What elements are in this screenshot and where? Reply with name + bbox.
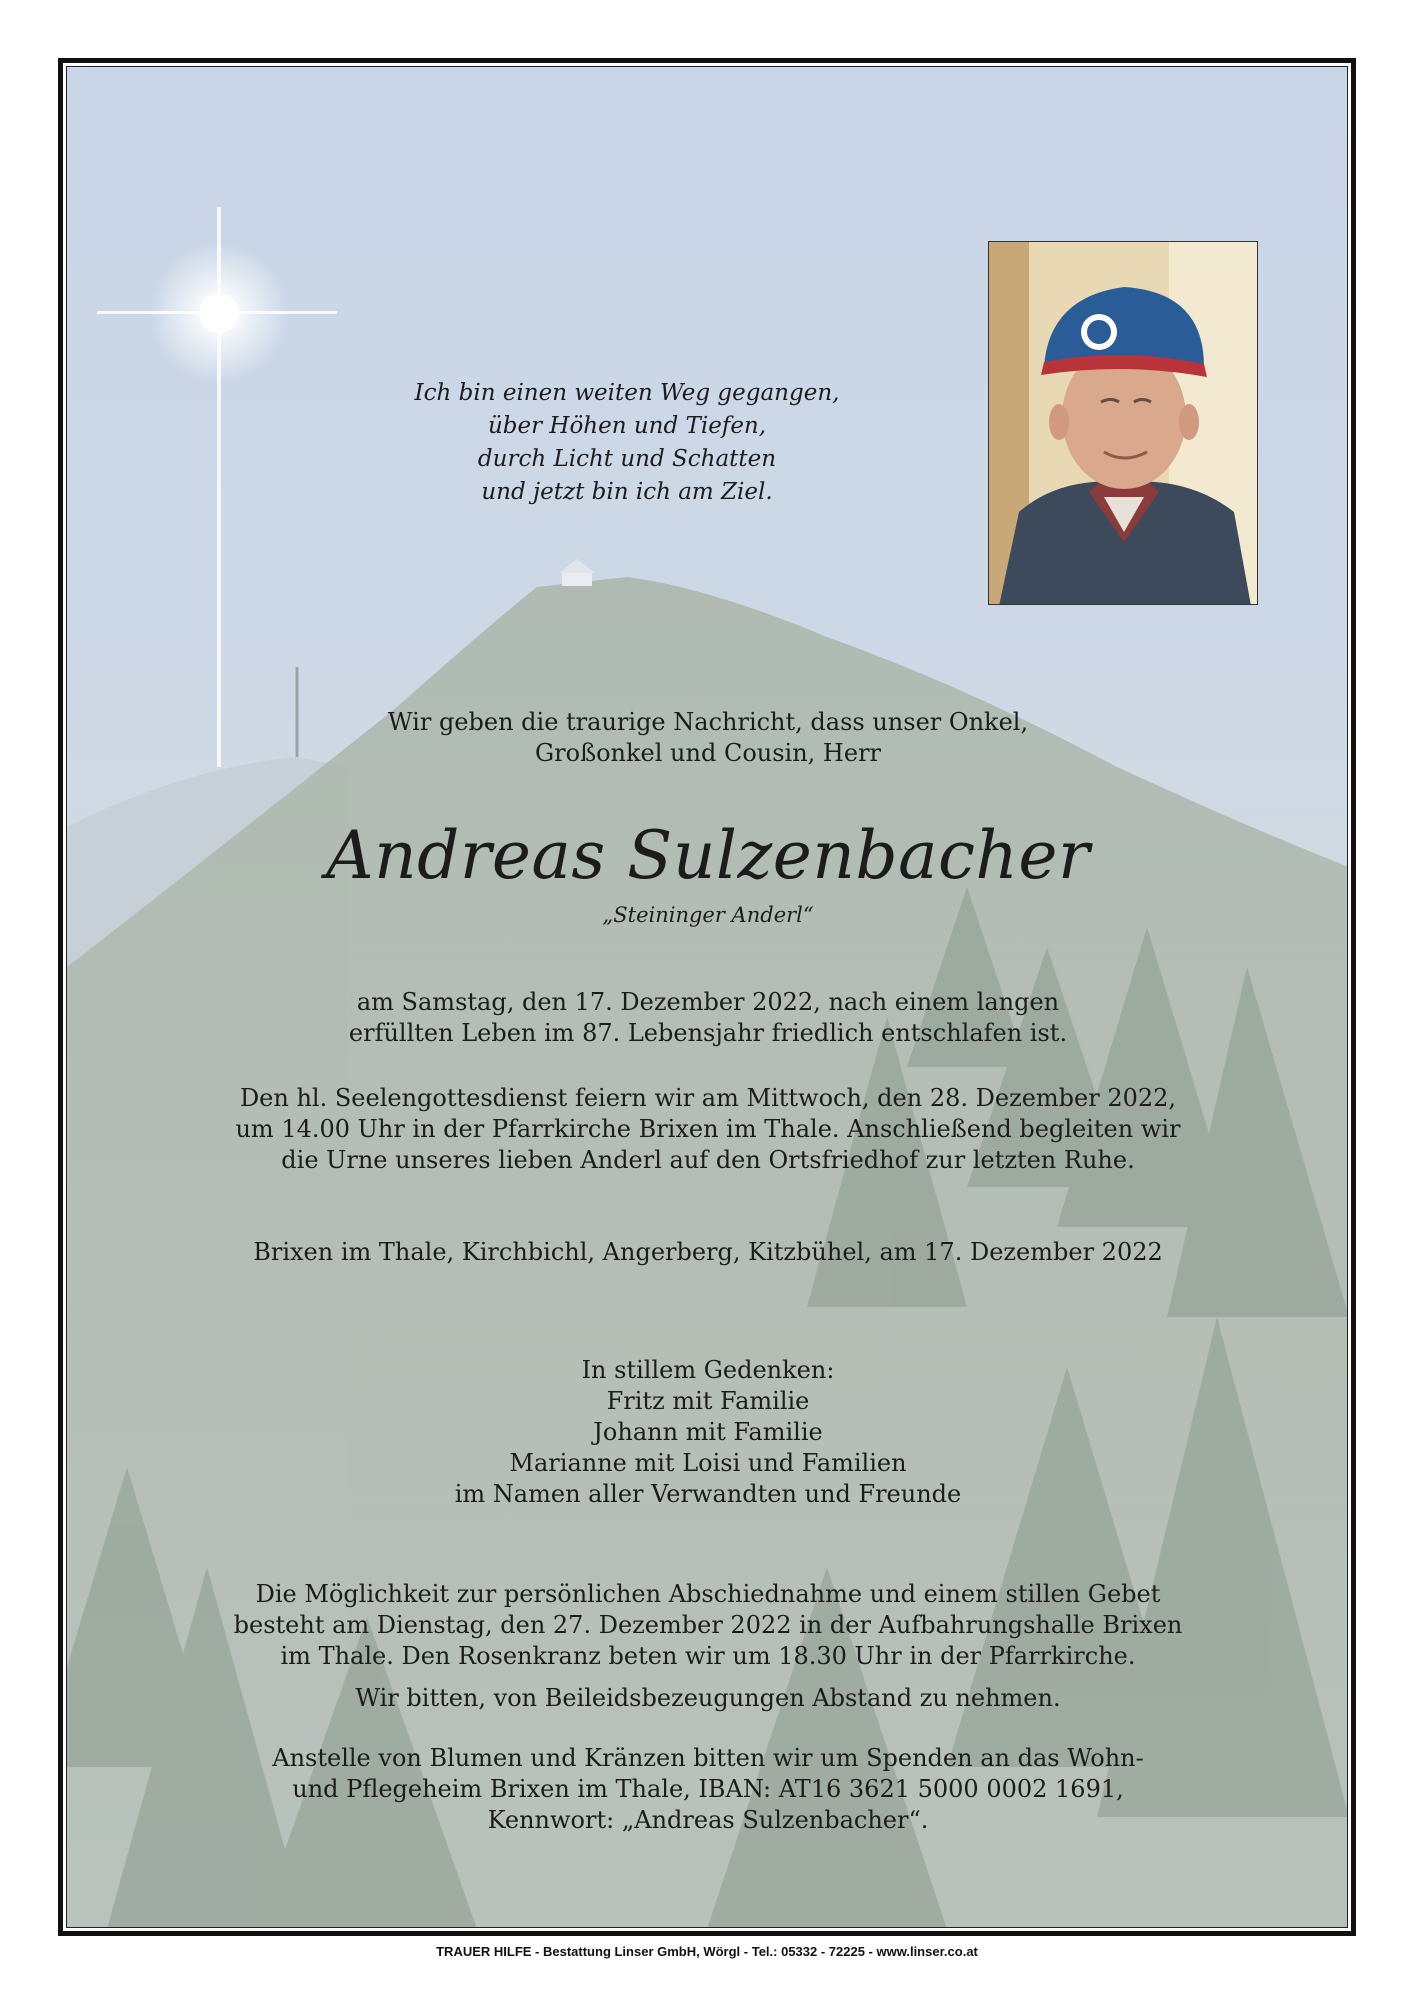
- farewell-line: Die Möglichkeit zur persönlichen Abschiednahme und einem stillen Gebet: [255, 1580, 1161, 1608]
- intro-line: Wir geben die traurige Nachricht, dass unser Onkel,: [387, 708, 1029, 736]
- poem-line: und jetzt bin ich am Ziel.: [481, 479, 773, 505]
- mourners-line: Fritz mit Familie: [606, 1387, 810, 1415]
- nickname: „Steininger Anderl“: [602, 903, 814, 927]
- service-text: [67, 1083, 1348, 1176]
- portrait-photo: [988, 241, 1258, 605]
- poem: [277, 377, 977, 509]
- donation-line: Anstelle von Blumen und Kränzen bitten wir um Spenden an das Wohn-: [272, 1744, 1144, 1772]
- service-line: die Urne unseres lieben Anderl auf den Ortsfriedhof zur letzten Ruhe.: [281, 1146, 1135, 1174]
- donation-text: [67, 1743, 1348, 1836]
- farewell-line: im Thale. Den Rosenkranz beten wir um 18.30 Uhr in der Pfarrkirche.: [280, 1642, 1136, 1670]
- service-line: Den hl. Seelengottesdienst feiern wir am Mittwoch, den 28. Dezember 2022,: [239, 1084, 1177, 1112]
- farewell-text: [67, 1579, 1348, 1672]
- mourners-line: In stillem Gedenken:: [581, 1356, 835, 1384]
- mourners-line: Marianne mit Loisi und Familien: [509, 1449, 907, 1477]
- mourners-line: Johann mit Familie: [593, 1418, 823, 1446]
- mourners-line: im Namen aller Verwandten und Freunde: [454, 1480, 962, 1508]
- service-line: um 14.00 Uhr in der Pfarrkirche Brixen im Thale. Anschließend begleiten wir: [235, 1115, 1181, 1143]
- footer-credit: TRAUER HILFE - Bestattung Linser GmbH, Wörgl - Tel.: 05332 - 72225 - www.linser.co.at: [436, 1944, 978, 1959]
- deceased-name: Andreas Sulzenbacher: [325, 817, 1091, 894]
- donation-line: Kennwort: „Andreas Sulzenbacher“.: [487, 1806, 929, 1834]
- passing-text: [67, 987, 1348, 1049]
- obituary-card: [66, 66, 1348, 1928]
- poem-line: Ich bin einen weiten Weg gegangen,: [414, 380, 840, 406]
- mourners: [67, 1355, 1348, 1510]
- condolence-note: Wir bitten, von Beileidsbezeugungen Abstand zu nehmen.: [355, 1684, 1061, 1712]
- portrait-image: [989, 242, 1258, 605]
- intro-text: [67, 707, 1348, 769]
- poem-line: durch Licht und Schatten: [477, 446, 777, 472]
- passing-line: am Samstag, den 17. Dezember 2022, nach einem langen: [356, 988, 1060, 1016]
- donation-line: und Pflegeheim Brixen im Thale, IBAN: AT16 3621 5000 0002 1691,: [292, 1775, 1124, 1803]
- passing-line: erfüllten Leben im 87. Lebensjahr friedlich entschlafen ist.: [348, 1019, 1068, 1047]
- poem-line: über Höhen und Tiefen,: [487, 413, 767, 439]
- farewell-line: besteht am Dienstag, den 27. Dezember 2022 in der Aufbahrungshalle Brixen: [233, 1611, 1183, 1639]
- intro-line: Großonkel und Cousin, Herr: [534, 739, 882, 767]
- place-date: Brixen im Thale, Kirchbichl, Angerberg, Kitzbühel, am 17. Dezember 2022: [253, 1238, 1163, 1266]
